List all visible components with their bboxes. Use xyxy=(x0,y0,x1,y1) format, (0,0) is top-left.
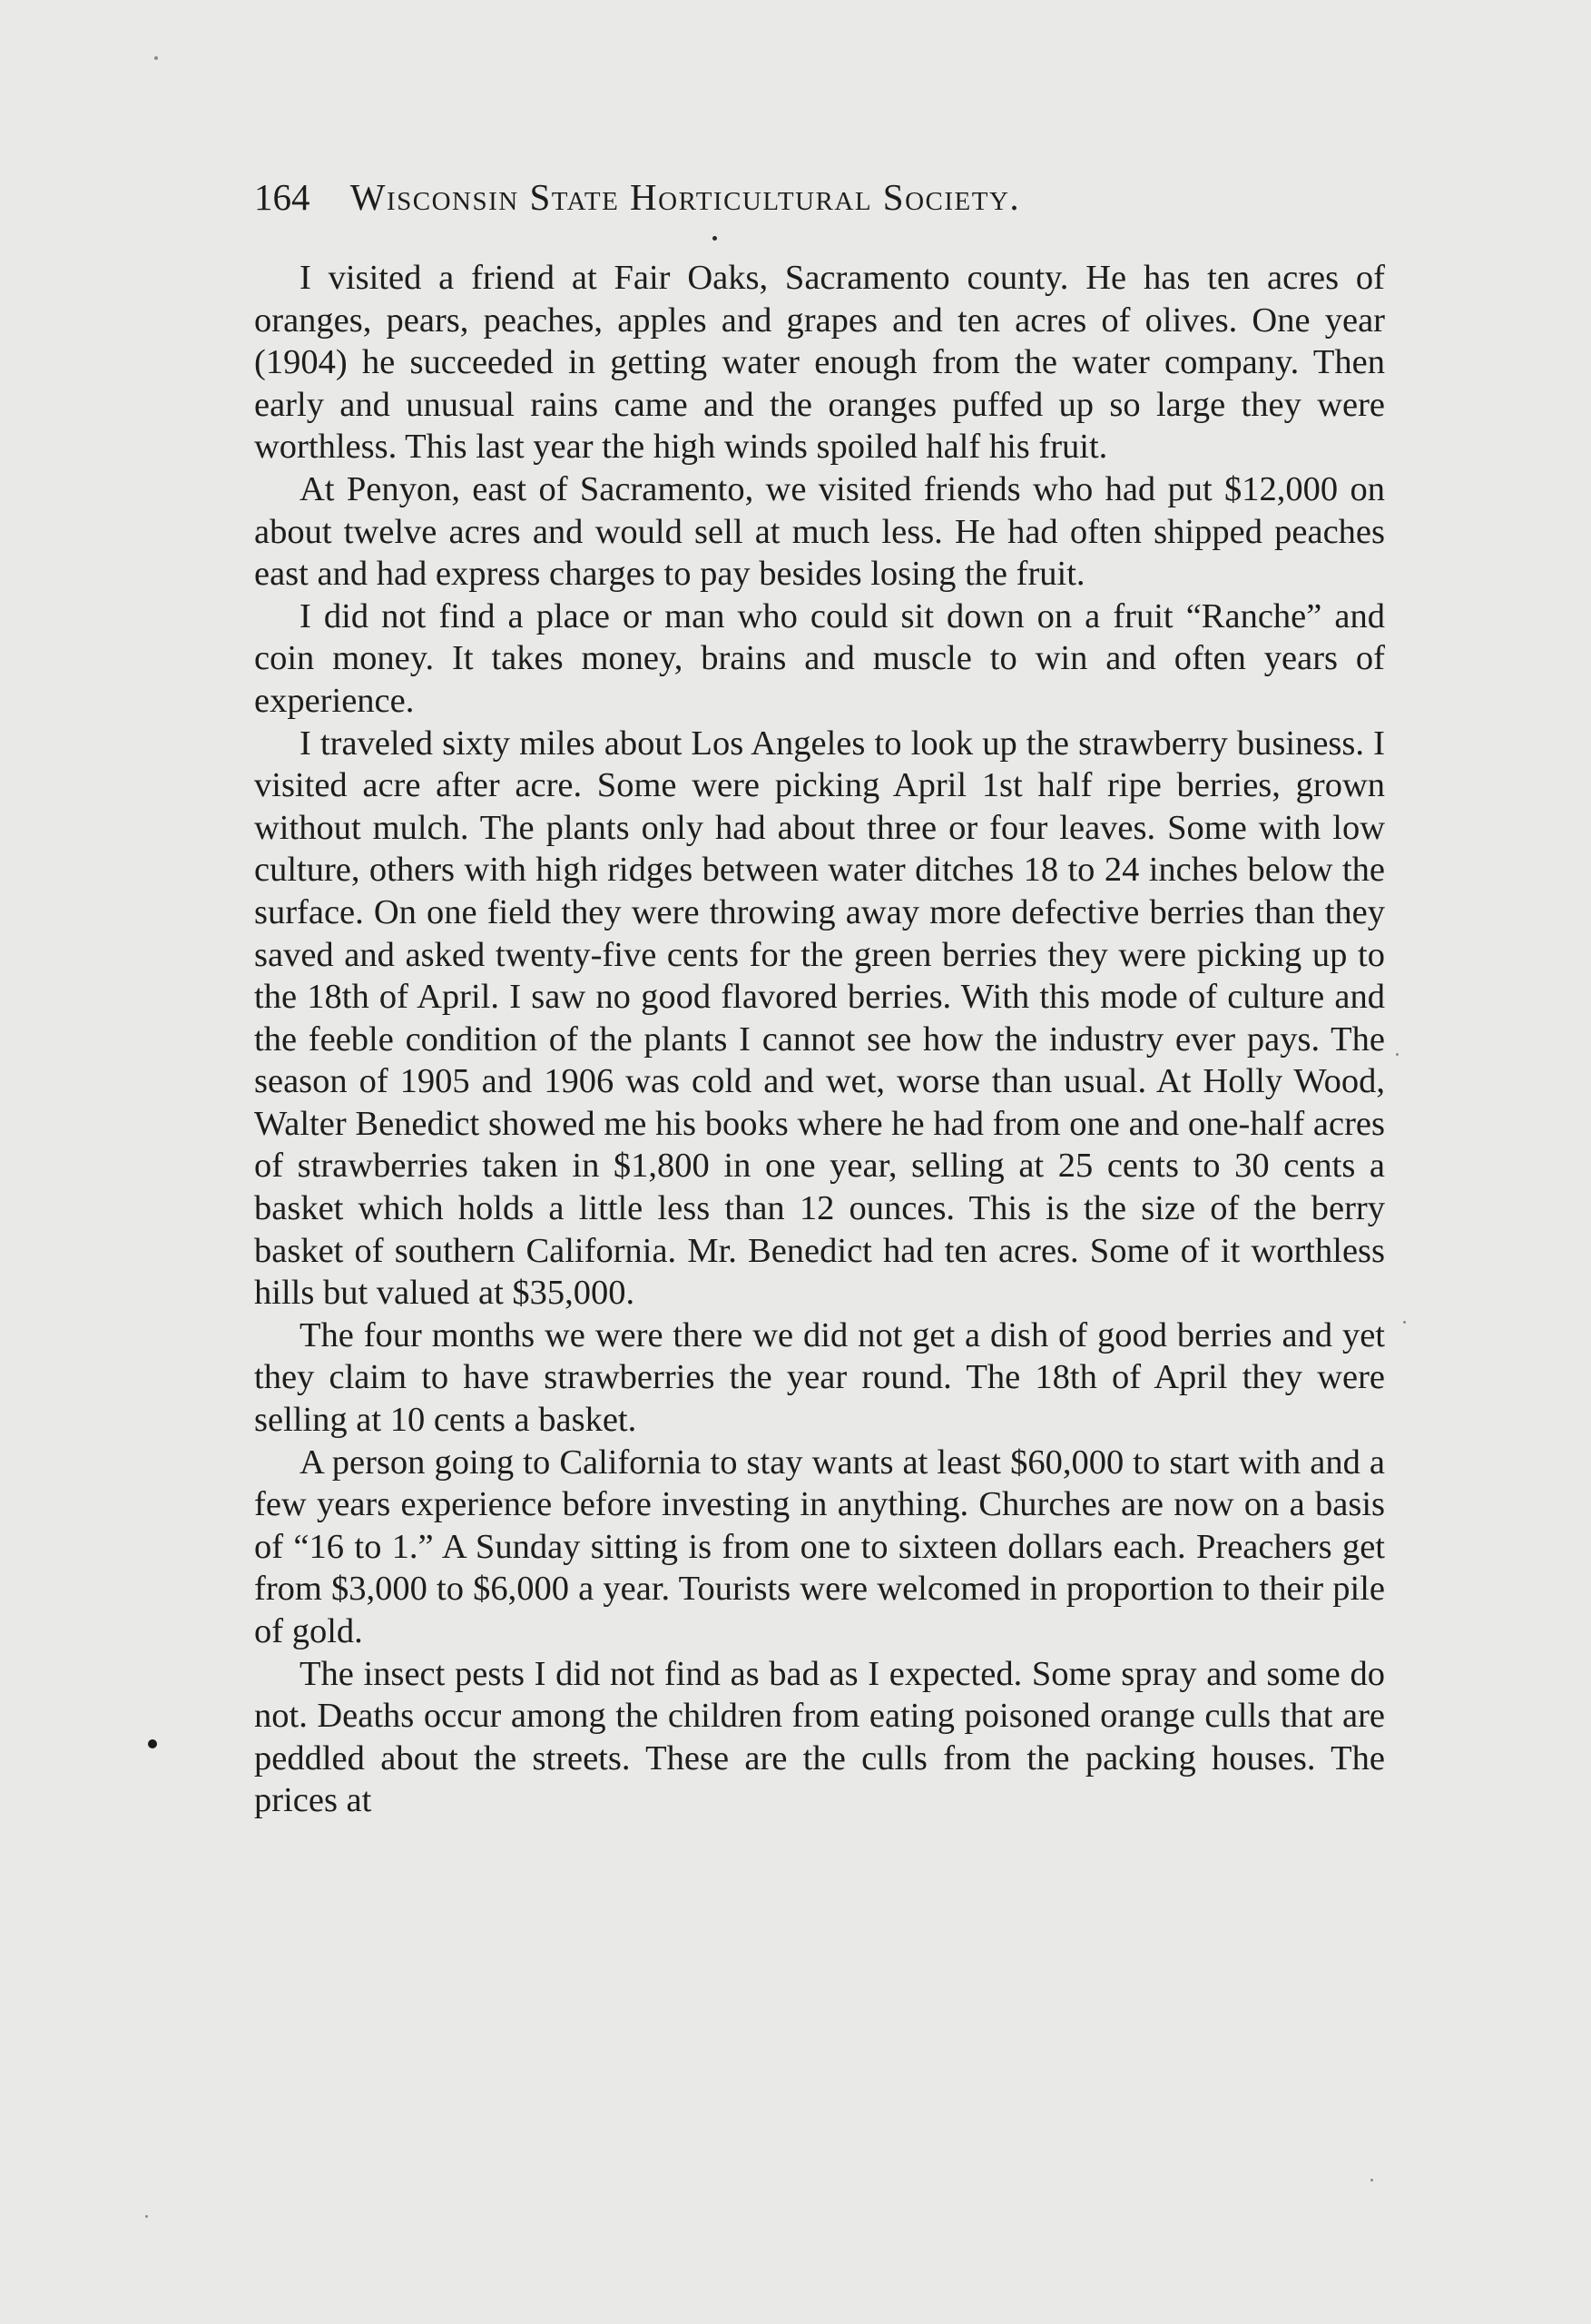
print-dot-mark xyxy=(712,236,717,241)
paper-speck xyxy=(1396,1053,1399,1056)
paragraph-strawberry-business: I traveled sixty miles about Los Angeles to look up the strawberry business. I visited acre after acre. Some were picking April 1st half ripe berries, grown without mulch. The plants only had about three or four leaves. Some with low culture, others with high ridges between water ditches 18 to 24 inches below the surface. On one field they were throwing away more defective berries than they saved and asked twenty-five cents for the green berries they were picking up to the 18th of April. I saw no good flavored berries. With this mode of culture and the feeble condition of the plants I cannot see how the industry ever pays. The season of 1905 and 1906 was cold and wet, worse than usual. At Holly Wood, Walter Benedict showed me his books where he had from one and one-half acres of strawberries taken in $1,800 in one year, selling at 25 cents to 30 cents a basket which holds a little less than 12 ounces. This is the size of the berry basket of southern California. Mr. Benedict had ten acres. Some of it worthless hills but valued at $35,000. xyxy=(254,724,1385,1313)
margin-ink-dot xyxy=(148,1739,157,1748)
body-text xyxy=(254,257,1385,1822)
paragraph-four-months: The four months we were there we did not get a dish of good berries and yet they claim to have strawberries the year round. The 18th of April they were selling at 10 cents a basket. xyxy=(254,1315,1385,1440)
paragraph-ranche: I did not find a place or man who could sit down on a fruit “Ranche” and coin money. It takes money, brains and muscle to win and often years of experience. xyxy=(254,596,1385,720)
paper-speck xyxy=(154,56,158,60)
paragraph-california-costs: A person going to California to stay wants at least $60,000 to start with and a few years experience before investing in anything. Churches are now on a basis of “16 to 1.” A Sunday sitting is from one to sixteen dollars each. Preachers get from $3,000 to $6,000 a year. Tourists were welcomed in proportion to their pile of gold. xyxy=(254,1443,1385,1650)
paragraph-penyon: At Penyon, east of Sacramento, we visited friends who had put $12,000 on about twelve acres and would sell at much less. He had often shipped peaches east and had express charges to pay besides losing the fruit. xyxy=(254,469,1385,594)
paragraph-fair-oaks: I visited a friend at Fair Oaks, Sacramento county. He has ten acres of oranges, pears, peaches, apples and grapes and ten acres of olives. One year (1904) he succeeded in getting water enough from the water company. Then early and unusual rains came and the oranges puffed up so large they were worthless. This last year the high winds spoiled half his fruit. xyxy=(254,259,1385,467)
running-title: Wisconsin State Horticultural Society. xyxy=(349,176,1021,218)
paper-speck xyxy=(1403,1321,1406,1324)
paper-speck xyxy=(145,2215,148,2218)
page-number: 164 xyxy=(254,176,310,218)
paragraph-insect-pests: The insect pests I did not find as bad as I expected. Some spray and some do not. Deaths occur among the children from eating poisoned orange culls that are peddled about the streets. These are the culls from the packing houses. The prices at xyxy=(254,1654,1385,1820)
paper-speck xyxy=(1370,2179,1373,2181)
page-header xyxy=(254,174,1398,220)
